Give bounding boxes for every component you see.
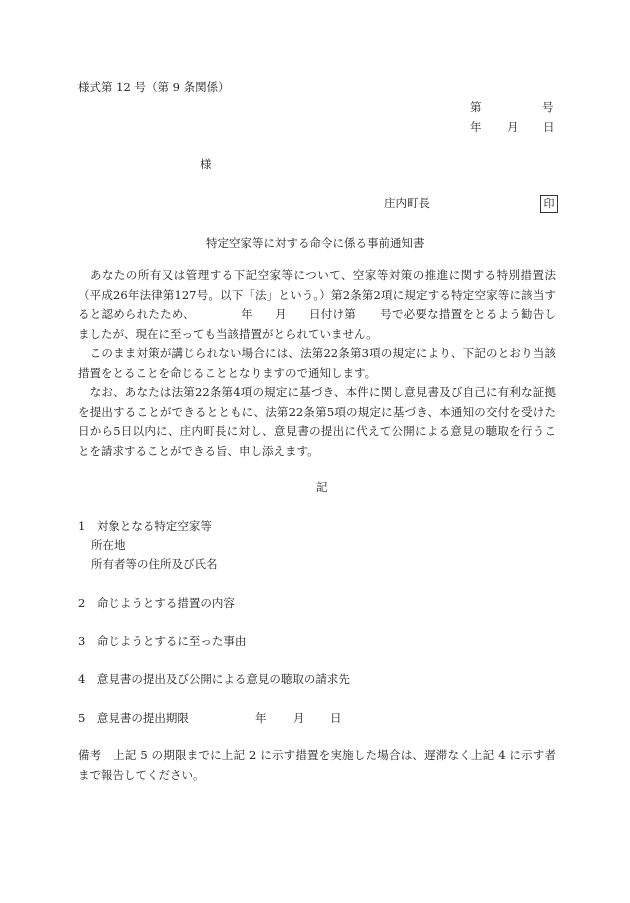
item-4-label: 4 意見書の提出及び公開による意見の聴取の請求先 xyxy=(78,672,350,686)
addressee-suffix: 様 xyxy=(200,157,212,171)
ki-heading: 記 xyxy=(316,480,328,494)
body-paragraph-3: なお、あなたは法第22条第4項の規定に基づき、本件に関し意見書及び自己に有利な証拠を提出することができるとともに、法第22条第5項の規定に基づき、本通知の交付を受けた日から5日以内に、庄内町長に対し、意見書の提出に代えて公開による意見の聴取を行うことを請求することができる旨、申し添えます。 xyxy=(78,385,556,458)
item-1-owner: 所有者等の住所及び氏名 xyxy=(91,557,218,571)
note: 備考 上記 5 の期限までに上記 2 に示す措置を実施した場合は、遅滞なく上記 4 に示す者まで報告してください。 xyxy=(78,748,556,782)
form-label: 様式第 12 号（第 9 条関係） xyxy=(78,80,230,94)
document-title: 特定空家等に対する命令に係る事前通知書 xyxy=(206,236,425,250)
date-month: 月 xyxy=(507,120,519,134)
body-paragraph-1: あなたの所有又は管理する下記空家等について、空家等対策の推進に関する特別措置法（平成26年法律第127号。以下「法」という。）第2条第2項に規定する特定空家等に該当すると認められたため、 年 月 日付け第 号で必要な措置をとるよう勧告しましたが、現在に至っても当該措置がとられていません。 xyxy=(78,268,557,341)
date-year: 年 xyxy=(470,120,482,134)
deadline-month: 月 xyxy=(293,711,305,725)
doc-number-go: 号 xyxy=(542,100,554,114)
item-5-label: 5 意見書の提出期限 xyxy=(78,711,189,725)
body-paragraph-2: このまま対策が講じられない場合には、法第22条第3項の規定により、下記のとおり当該措置をとることを命じることとなりますので通知します。 xyxy=(78,346,556,380)
sender-name: 庄内町長 xyxy=(384,196,430,210)
deadline-day: 日 xyxy=(330,711,342,725)
item-3-label: 3 命じようとするに至った事由 xyxy=(78,634,247,648)
doc-number-dai: 第 xyxy=(470,100,482,114)
item-1-label: 1 対象となる特定空家等 xyxy=(78,519,212,533)
date-day: 日 xyxy=(543,120,555,134)
deadline-year: 年 xyxy=(255,711,267,725)
item-1-location: 所在地 xyxy=(91,538,126,552)
item-2-label: 2 命じようとする措置の内容 xyxy=(78,596,235,610)
seal-stamp: 印 xyxy=(540,195,558,213)
